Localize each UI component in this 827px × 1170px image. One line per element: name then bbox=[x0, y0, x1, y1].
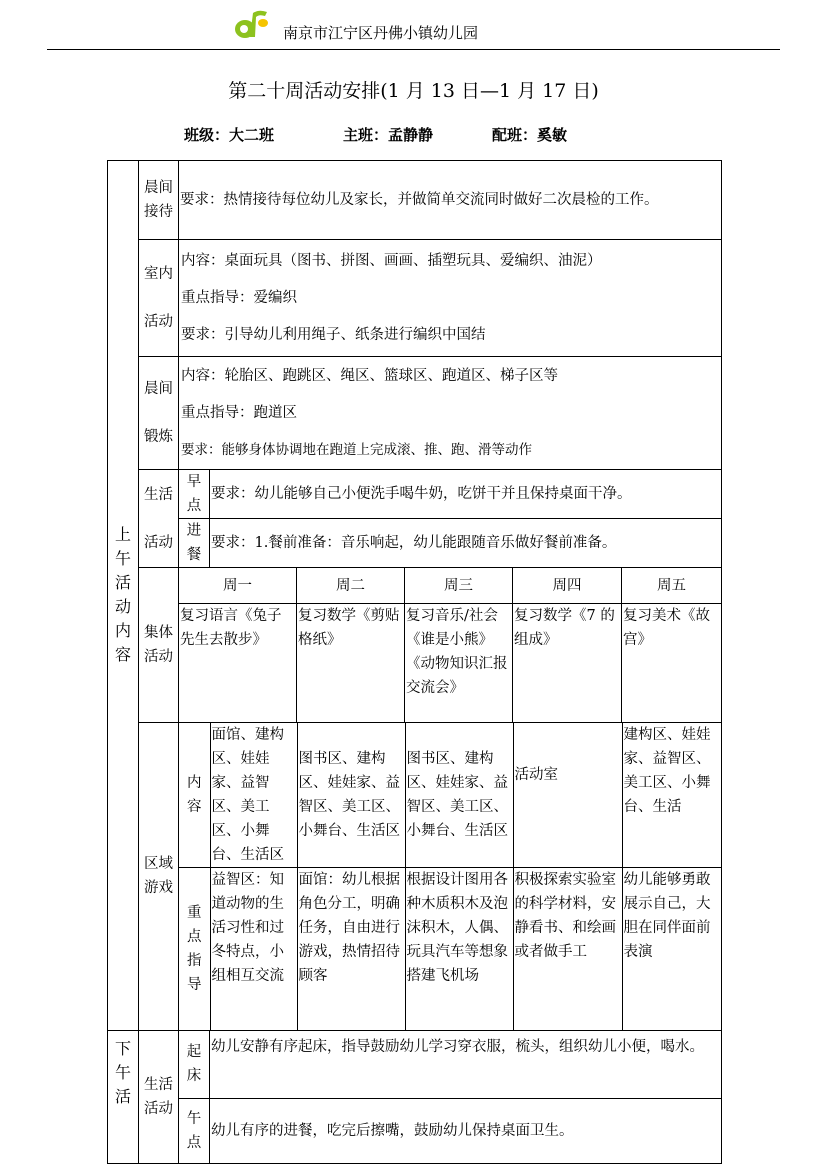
table-row bbox=[108, 1098, 722, 1163]
group-activity-fri: 复习美术《故宫》 bbox=[622, 604, 722, 723]
exercise-details bbox=[179, 357, 722, 470]
table-row bbox=[179, 723, 722, 868]
wake-requirement: 幼儿安静有序起床，指导鼓励幼儿学习穿衣服，梳头，组织幼儿小便，喝水。 bbox=[210, 1030, 722, 1098]
area-focus-thu: 积极探索实验室的科学材料，安静看书、和绘画或者做手工 bbox=[513, 868, 622, 1030]
table-row bbox=[108, 357, 722, 470]
group-activity-thu: 复习数学《7 的组成》 bbox=[513, 604, 622, 723]
table-row bbox=[108, 723, 722, 1031]
area-content-thu: 活动室 bbox=[513, 723, 622, 868]
area-game-cell bbox=[179, 723, 722, 1031]
reception-requirement: 要求：热情接待每位幼儿及家长，并做简单交流同时做好二次晨检的工作。 bbox=[179, 161, 722, 240]
page-header bbox=[0, 0, 827, 52]
meal-label: 进餐 bbox=[179, 519, 210, 568]
assistant-teacher-info: 配班：奚敏 bbox=[492, 126, 568, 144]
area-focus-tue: 面馆：幼儿根据角色分工，明确任务，自由进行游戏，热情招待顾客 bbox=[297, 868, 405, 1030]
snack-requirement: 要求：幼儿能够自己小便洗手喝牛奶，吃饼干并且保持桌面干净。 bbox=[210, 470, 722, 519]
afternoon-snack-label: 午 点 bbox=[179, 1098, 210, 1163]
school-logo-icon bbox=[233, 9, 273, 41]
afternoon-life-label: 生活 活动 bbox=[139, 1030, 179, 1163]
area-focus-label: 重 点 指 导 bbox=[179, 868, 210, 1030]
table-row bbox=[108, 604, 722, 723]
indoor-label: 室内 活动 bbox=[139, 240, 179, 357]
reception-label: 晨间 接待 bbox=[139, 161, 179, 240]
area-content-wed: 图书区、建构区、娃娃家、益智区、美工区、小舞台、生活区 bbox=[405, 723, 513, 868]
indoor-content: 内容：桌面玩具（图书、拼图、画画、插塑玩具、爱编织、油泥） bbox=[181, 253, 602, 269]
exercise-label: 晨间 锻炼 bbox=[139, 357, 179, 470]
exercise-focus: 重点指导：跑道区 bbox=[181, 405, 297, 421]
area-content-mon: 面馆、建构区、娃娃家、益智区、美工区、小舞台、生活区 bbox=[210, 723, 297, 868]
life-label: 生活 活动 bbox=[139, 470, 179, 568]
schedule-table bbox=[107, 160, 722, 1164]
exercise-requirement: 要求：能够身体协调地在跑道上完成滚、推、跑、滑等动作 bbox=[181, 442, 532, 458]
area-content-fri: 建构区、娃娃家、益智区、美工区、小舞台、生活 bbox=[622, 723, 722, 868]
table-row bbox=[108, 240, 722, 357]
area-content-tue: 图书区、建构区、娃娃家、益智区、美工区、小舞台、生活区 bbox=[297, 723, 405, 868]
day-header: 周一 bbox=[179, 568, 297, 604]
table-row bbox=[108, 1030, 722, 1098]
area-content-label: 内 容 bbox=[179, 723, 210, 868]
school-name: 南京市江宁区丹佛小镇幼儿园 bbox=[283, 24, 479, 42]
indoor-details bbox=[179, 240, 722, 357]
table-row bbox=[108, 161, 722, 240]
afternoon-snack-requirement: 幼儿有序的进餐，吃完后擦嘴，鼓励幼儿保持桌面卫生。 bbox=[210, 1098, 722, 1163]
area-focus-mon: 益智区：知道动物的生活习性和过冬特点，小组相互交流 bbox=[210, 868, 297, 1030]
indoor-requirement: 要求：引导幼儿利用绳子、纸条进行编织中国结 bbox=[181, 327, 486, 343]
day-header: 周五 bbox=[622, 568, 722, 604]
page-title: 第二十周活动安排(1 月 13 日—1 月 17 日) bbox=[228, 80, 599, 102]
exercise-content: 内容：轮胎区、跑跳区、绳区、篮球区、跑道区、梯子区等 bbox=[181, 368, 558, 384]
morning-section-label: 上 午 活 动 内 容 bbox=[108, 161, 139, 1031]
table-row bbox=[108, 470, 722, 519]
day-header: 周三 bbox=[405, 568, 513, 604]
day-header: 周二 bbox=[297, 568, 405, 604]
header-divider bbox=[47, 49, 780, 50]
table-row bbox=[108, 519, 722, 568]
group-activity-wed: 复习音乐/社会《谁是小熊》《动物知识汇报交流会》 bbox=[405, 604, 513, 723]
snack-label: 早点 bbox=[179, 470, 210, 519]
area-focus-fri: 幼儿能够勇敢展示自己，大胆在同伴面前表演 bbox=[622, 868, 722, 1030]
meal-requirement: 要求：1.餐前准备：音乐响起，幼儿能跟随音乐做好餐前准备。 bbox=[210, 519, 722, 568]
area-game-table bbox=[179, 723, 722, 1030]
group-activity-tue: 复习数学《剪贴格纸》 bbox=[297, 604, 405, 723]
table-row bbox=[108, 568, 722, 604]
afternoon-section-label: 下 午 活 bbox=[108, 1030, 139, 1163]
area-game-label: 区域 游戏 bbox=[139, 723, 179, 1031]
group-activity-mon: 复习语言《兔子先生去散步》 bbox=[179, 604, 297, 723]
day-header: 周四 bbox=[513, 568, 622, 604]
class-info: 班级：大二班 bbox=[184, 126, 275, 144]
wake-label: 起 床 bbox=[179, 1030, 210, 1098]
area-focus-wed: 根据设计图用各种木质积木及泡沫积木，人偶、玩具汽车等想象搭建飞机场 bbox=[405, 868, 513, 1030]
group-activity-label: 集体 活动 bbox=[139, 568, 179, 723]
table-row bbox=[179, 868, 722, 1030]
indoor-focus: 重点指导：爱编织 bbox=[181, 290, 297, 306]
main-teacher-info: 主班：孟静静 bbox=[343, 126, 434, 144]
